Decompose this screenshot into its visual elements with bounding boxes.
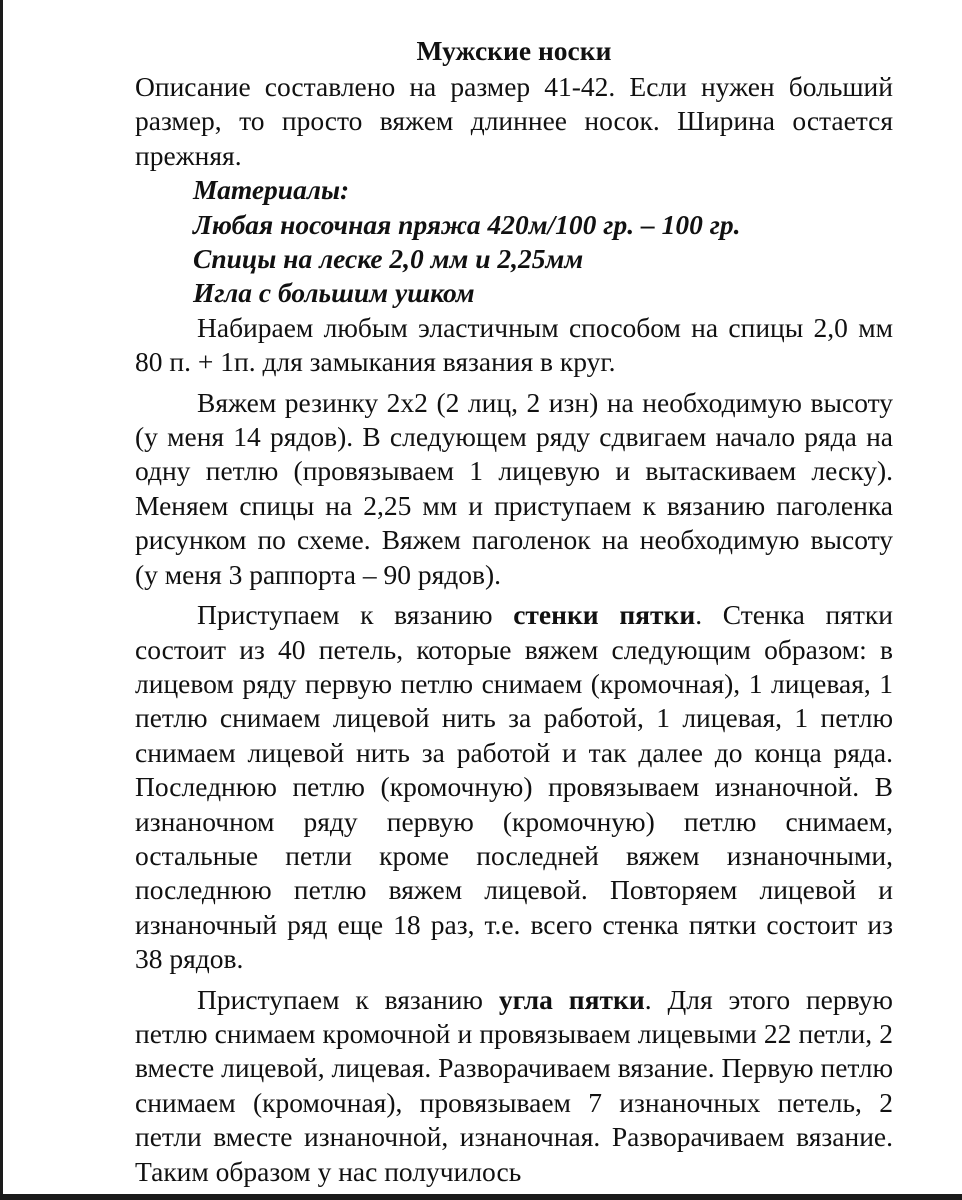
intro-paragraph: Описание составлено на размер 41-42. Если нужен больший размер, то просто вяжем длиннее носок. Ширина остается прежняя. xyxy=(135,71,893,171)
document-body xyxy=(135,34,893,1189)
cast-on-paragraph: Набираем любым эластичным способом на спицы 2,0 мм 80 п. + 1п. для замыкания вязания в круг. xyxy=(135,311,893,378)
materials-list xyxy=(135,173,893,311)
heel-flap-keyword: стенки пятки xyxy=(513,599,696,631)
scan-bottom-edge xyxy=(0,1194,962,1200)
materials-item-sewing-needle: Игла с большим ушком xyxy=(193,277,475,309)
heel-flap-paragraph xyxy=(135,598,893,976)
heel-flap-intro: Приступаем к вязанию xyxy=(197,599,514,631)
heel-turn-text: . Для этого первую петлю снимаем кромочной и провязываем лицевыми 22 петли, 2 вместе лицевой, лицевая. Разворачиваем вязание. Первую петлю снимаем (кромочная), провязываем 7 изнаночных петель, 2 петли вместе изнаночной, изнаночная. Разворачиваем вязание. Таким образом у нас получилось xyxy=(135,983,893,1187)
heel-turn-keyword: угла пятки xyxy=(498,983,645,1015)
scan-left-edge xyxy=(0,0,3,1200)
heel-turn-paragraph xyxy=(135,983,893,1189)
materials-item-yarn: Любая носочная пряжа 420м/100 гр. – 100 гр. xyxy=(193,208,741,240)
materials-heading: Материалы: xyxy=(193,174,350,206)
heel-turn-intro: Приступаем к вязанию xyxy=(197,983,499,1015)
materials-item-needles: Спицы на леске 2,0 мм и 2,25мм xyxy=(193,243,584,275)
heel-flap-text: . Стенка пятки состоит из 40 петель, которые вяжем следующим образом: в лицевом ряду первую петлю снимаем (кромочная), 1 лицевая, 1 петлю снимаем лицевой нить за работой, 1 лицевая, 1 петлю снимаем лицевой нить за работой и так далее до конца ряда. Последнюю петлю (кромочную) провязываем изнаночной. В изнаночном ряду первую (кромочную) петлю снимаем, остальные петли кроме последней вяжем изнаночными, последнюю петлю вяжем лицевой. Повторяем лицевой и изнаночный ряд еще 18 раз, т.е. всего стенка пятки состоит из 38 рядов. xyxy=(135,599,894,975)
document-title: Мужские носки xyxy=(416,35,612,66)
rib-paragraph: Вяжем резинку 2х2 (2 лиц, 2 изн) на необходимую высоту (у меня 14 рядов). В следующем ряду сдвигаем начало ряда на одну петлю (провязываем 1 лицевую и вытаскиваем леску). Меняем спицы на 2,25 мм и приступаем к вязанию паголенка рисунком по схеме. Вяжем паголенок на необходимую высоту (у меня 3 раппорта – 90 рядов). xyxy=(135,386,893,590)
